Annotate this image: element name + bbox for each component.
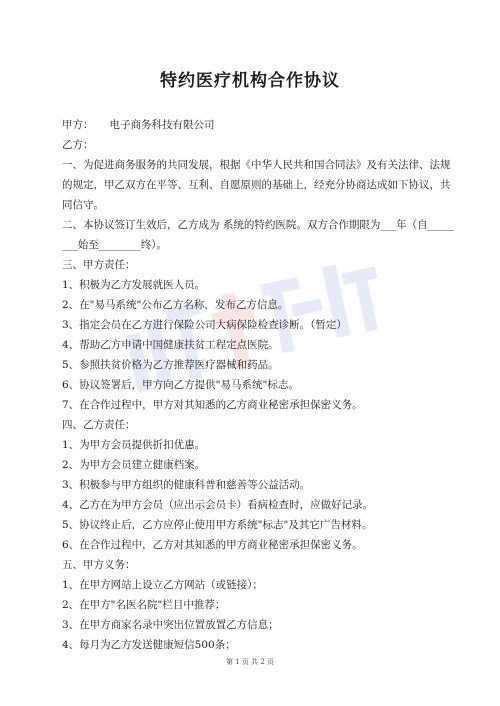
paragraph-line: 二、本协议签订生效后，乙方成为 系统的特约医院。双方合作期限为___年（自_____ <box>62 219 454 231</box>
party-a-label: 甲方： <box>62 119 94 131</box>
party-a-line <box>62 118 450 132</box>
page-footer: 第 1 页 共 2 页 <box>225 658 275 666</box>
list-item: 3、积极参与甲方组织的健康科普和慈善等公益活动。 <box>62 479 311 491</box>
party-a-value: 电子商务科技有限公司 <box>109 119 215 131</box>
list-item: 2、为甲方会员建立健康档案。 <box>62 459 206 471</box>
list-item: 4、每月为乙方发送健康短信500条； <box>62 639 236 651</box>
paragraph-line: 同信守。 <box>62 199 104 211</box>
section-heading: 三、甲方责任： <box>62 259 136 271</box>
paragraph-line: ___始至________终）。 <box>62 239 167 251</box>
list-item: 2、在"易马系统"公布乙方名称，发布乙方信息。 <box>62 299 289 311</box>
list-item: 1、积极为乙方发展就医人员。 <box>62 279 206 291</box>
document-title: 特约医疗机构合作协议 <box>160 71 340 91</box>
list-item: 7、在合作过程中，甲方对其知悉的乙方商业秘密承担保密义务。 <box>62 399 363 411</box>
list-item: 3、在甲方商家名录中突出位置放置乙方信息； <box>62 619 279 631</box>
list-item: 5、参照扶贫价格为乙方推荐医疗器械和药品。 <box>62 359 279 371</box>
paragraph-line: 的规定，甲乙双方在平等、互利、自愿原则的基础上，经充分协商达成如下协议，共 <box>62 179 451 191</box>
list-item: 1、为甲方会员提供折扣优惠。 <box>62 439 206 451</box>
section-heading: 五、甲方义务： <box>62 559 136 571</box>
list-item: 1、在甲方网站上设立乙方网站（或链接）； <box>62 579 263 591</box>
paragraph-line: 一、为促进商务服务的共同发展，根据《中华人民共和国合同法》及有关法律、法规 <box>62 159 451 171</box>
list-item: 6、协议签署后，甲方向乙方提供"易马系统"标志。 <box>62 379 299 391</box>
list-item: 4、帮助乙方申请中国健康扶贫工程定点医院。 <box>62 339 279 351</box>
list-item: 5、协议终止后，乙方应停止使用甲方系统"标志"及其它广告材料。 <box>62 519 373 531</box>
list-item: 3、指定会员在乙方进行保险公司大病保险检查诊断。（暂定） <box>62 319 347 331</box>
list-item: 2、在甲方"名医名院"栏目中推荐； <box>62 599 226 611</box>
list-item: 6、在合作过程中，乙方对其知悉的甲方商业秘密承担保密义务。 <box>62 539 363 551</box>
list-item: 4、乙方在为甲方会员（应出示会员卡）看病检查时，应做好记录。 <box>62 499 374 511</box>
section-heading: 四、乙方责任： <box>62 419 136 431</box>
paragraph-line: 乙方： <box>62 139 94 151</box>
